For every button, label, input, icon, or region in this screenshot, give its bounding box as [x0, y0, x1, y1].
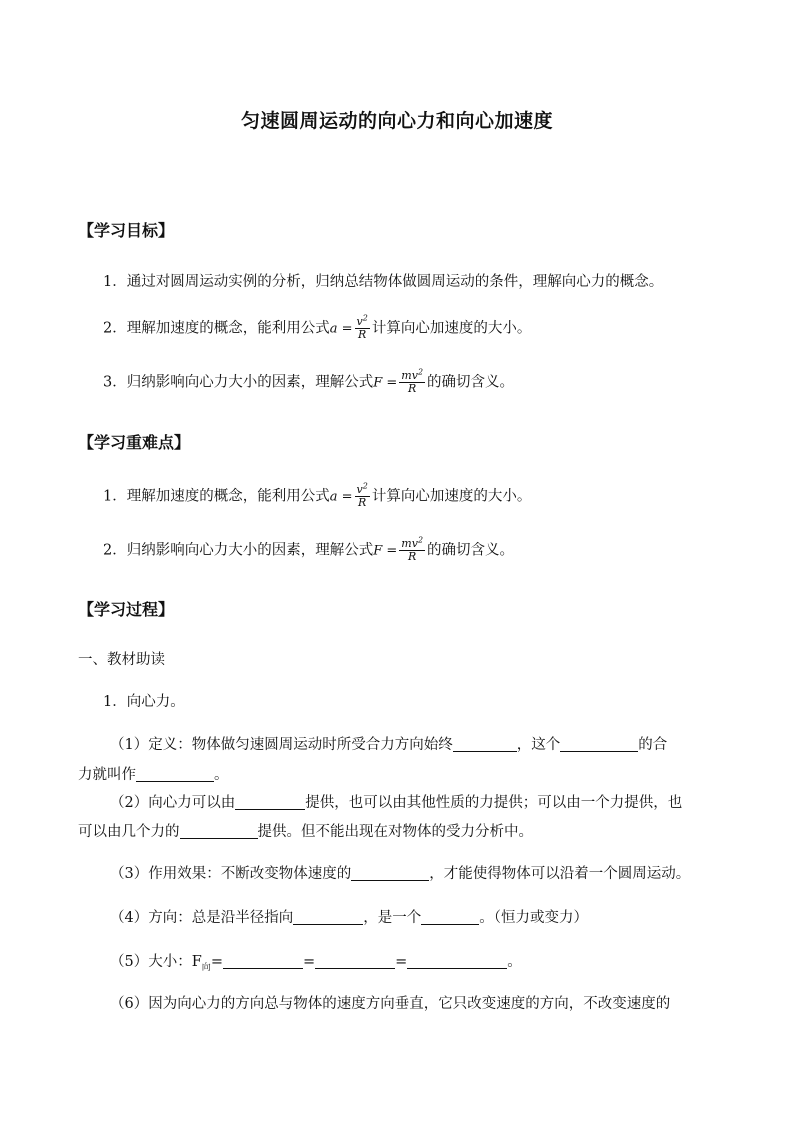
- direction-text-a: （4）方向：总是沿半径指向: [110, 910, 294, 926]
- formula-a-lhs-2: a =: [329, 489, 353, 505]
- fill-blank-1[interactable]: [453, 735, 517, 752]
- definition-line-2: [78, 765, 229, 785]
- formula-f-num-2: mv: [401, 537, 418, 550]
- direction-line: [110, 908, 588, 928]
- source-text-c: 可以由几个力的: [78, 824, 180, 840]
- fill-blank-6[interactable]: [351, 864, 429, 881]
- goals-heading: 【学习目标】: [78, 221, 175, 240]
- fill-blank-8[interactable]: [421, 908, 479, 925]
- equals-1: =: [210, 954, 223, 970]
- part-1-label: 一、教材助读: [78, 652, 165, 668]
- magnitude-end: 。: [507, 954, 522, 970]
- source-text-d: 提供。但不能出现在对物体的受力分析中。: [257, 824, 533, 840]
- formula-f-num: mv: [401, 369, 418, 382]
- definition-text-a: （1）定义：物体做匀速圆周运动时所受合力方向始终: [110, 737, 453, 753]
- definition-text-b: ，这个: [516, 737, 561, 753]
- key-item-1-text-b: 计算向心加速度的大小。: [371, 488, 532, 505]
- page-title: 匀速圆周运动的向心力和向心加速度: [240, 110, 553, 132]
- formula-a-num-2: v: [356, 483, 363, 496]
- formula-a-lhs: a =: [329, 321, 353, 337]
- definition-text-c: 的合: [638, 737, 668, 753]
- fill-blank-10[interactable]: [315, 952, 395, 969]
- formula-v2-over-r-2: [355, 481, 370, 509]
- definition-line-1: [110, 735, 667, 755]
- effect-line: [110, 864, 690, 884]
- formula-f-den-2: R: [408, 550, 417, 563]
- goal-item-3: [103, 367, 515, 395]
- effect-text-b: ，才能使得物体可以沿着一个圆周运动。: [429, 866, 691, 882]
- formula-f-sq-2: 2: [417, 535, 424, 545]
- equals-2: =: [302, 954, 316, 970]
- fill-blank-2[interactable]: [560, 735, 638, 752]
- formula-f-sq: 2: [417, 367, 424, 377]
- fill-blank-3[interactable]: [136, 765, 214, 782]
- effect-text-a: （3）作用效果：不断改变物体速度的: [110, 866, 352, 882]
- formula-a-sq-2: 2: [362, 481, 368, 491]
- formula-f-den: R: [408, 382, 417, 395]
- formula-a-den-2: R: [358, 496, 367, 509]
- magnitude-line: [110, 952, 522, 978]
- direction-text-c: 。（恒力或变力）: [479, 910, 588, 926]
- goal-item-1: 1．通过对圆周运动实例的分析，归纳总结物体做圆周运动的条件，理解向心力的概念。: [103, 274, 664, 290]
- fill-blank-4[interactable]: [235, 793, 305, 810]
- formula-a-den: R: [358, 328, 367, 341]
- source-line-2: [78, 822, 533, 842]
- key-points-heading: 【学习重难点】: [78, 433, 191, 452]
- sub-1-label: 1．向心力。: [103, 694, 185, 710]
- source-line-1: [110, 793, 682, 813]
- magnitude-text-a: （5）大小：F: [110, 954, 202, 970]
- goal-item-2-text-a: 2．理解加速度的概念，能利用公式: [103, 320, 330, 337]
- goal-item-2: [103, 313, 532, 341]
- formula-v2-over-r: [355, 313, 370, 341]
- formula-a-sq: 2: [362, 313, 368, 323]
- key-item-1: [103, 481, 532, 509]
- goal-item-2-text-b: 计算向心加速度的大小。: [371, 320, 532, 337]
- equals-3: =: [395, 954, 408, 970]
- key-item-2-text-a: 2．归纳影响向心力大小的因素，理解公式: [103, 542, 374, 559]
- direction-text-b: ，是一个: [363, 910, 422, 926]
- definition-text-d: 力就叫作: [78, 767, 136, 783]
- formula-mv2-over-r: [399, 367, 425, 395]
- goal-item-3-text-a: 3．归纳影响向心力大小的因素，理解公式: [103, 374, 374, 391]
- key-item-1-text-a: 1．理解加速度的概念，能利用公式: [103, 488, 330, 505]
- fill-blank-7[interactable]: [293, 908, 363, 925]
- formula-f-lhs-2: F =: [373, 543, 398, 559]
- key-item-2-text-b: 的确切含义。: [427, 542, 515, 559]
- fill-blank-5[interactable]: [180, 822, 258, 839]
- source-text-b: 提供，也可以由其他性质的力提供；可以由一个力提供，也: [305, 795, 683, 811]
- process-heading: 【学习过程】: [78, 600, 175, 619]
- explanation-line: （6）因为向心力的方向总与物体的速度方向垂直，它只改变速度的方向，不改变速度的: [110, 996, 671, 1012]
- definition-text-e: 。: [214, 767, 229, 783]
- key-item-2: [103, 535, 515, 563]
- fill-blank-11[interactable]: [407, 952, 507, 969]
- fill-blank-9[interactable]: [223, 952, 303, 969]
- magnitude-subscript: 向: [201, 963, 211, 973]
- formula-mv2-over-r-2: [399, 535, 425, 563]
- formula-f-lhs: F =: [373, 375, 398, 391]
- goal-item-3-text-b: 的确切含义。: [427, 374, 515, 391]
- source-text-a: （2）向心力可以由: [110, 795, 236, 811]
- formula-a-num: v: [356, 315, 363, 328]
